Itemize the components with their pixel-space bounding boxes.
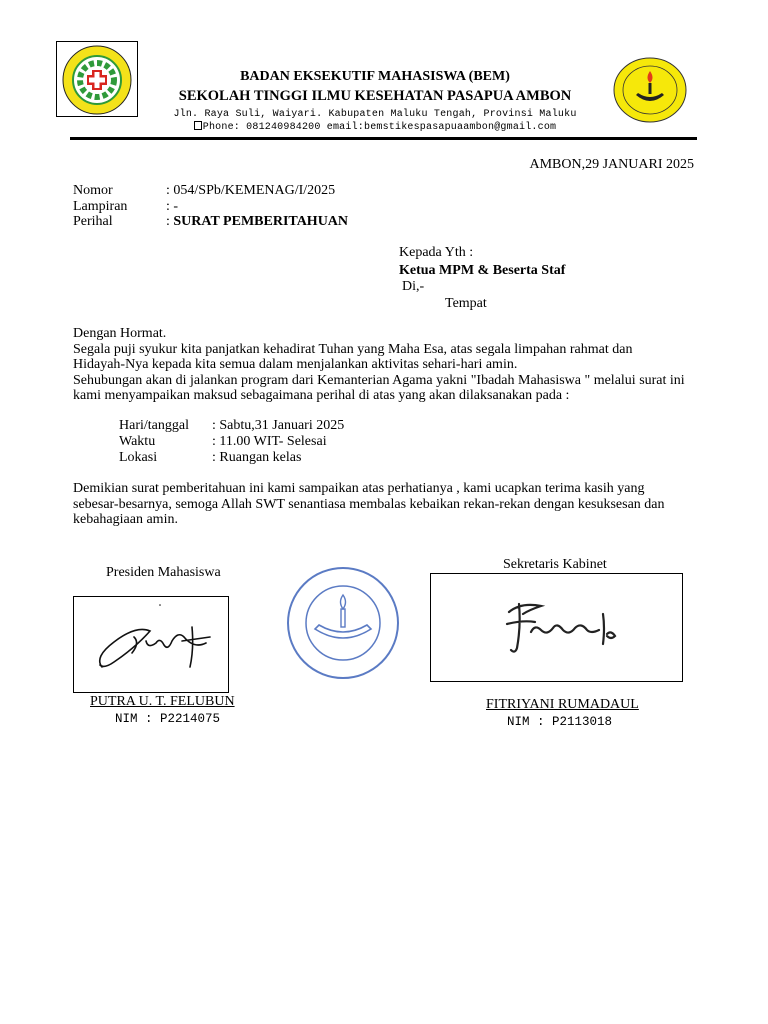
nomor-value: : 054/SPb/KEMENAG/I/2025 — [166, 183, 336, 198]
salutation: Dengan Hormat. — [73, 326, 167, 341]
right-signer-name-text: FITRIYANI RUMADAUL — [486, 697, 639, 712]
lampiran-value: : - — [166, 199, 179, 214]
left-signature-image-icon — [74, 597, 228, 692]
schedule-value-time: : 11.00 WIT- Selesai — [212, 434, 327, 449]
body-paragraph-1: Segala puji syukur kita panjatkan kehadirat Tuhan yang Maha Esa, atas segala limpahan rahmat dan Hidayah-Nya kepada kita semua dalam menjalankan aktivitas sehari-hari amin. — [73, 341, 633, 372]
official-stamp — [285, 565, 401, 686]
recipient-tempat: Tempat — [445, 296, 487, 311]
org-contact — [150, 121, 600, 134]
org-address-block — [150, 109, 600, 134]
perihal-field — [166, 214, 348, 230]
right-signature-image-icon — [431, 574, 682, 681]
perihal-value: SURAT PEMBERITAHUAN — [173, 214, 349, 229]
schedule-value-location: : Ruangan kelas — [212, 450, 302, 465]
closing-paragraph: Demikian surat pemberitahuan ini kami sampaikan atas perhatianya , kami ucapkan terima kasih yang sebesar-besarnya, semoga Allah SWT senantiasa membalas kebaikan rekan-rekan dengan kesuksesan dan kebahagiaan amin. — [73, 481, 665, 527]
left-signature-box — [73, 596, 229, 693]
nomor-label: Nomor — [73, 183, 113, 198]
recipient-kepada: Kepada Yth : — [399, 245, 474, 260]
right-signer-title: Sekretaris Kabinet — [503, 557, 607, 572]
left-signer-name: PUTRA U. T. FELUBUN — [90, 694, 235, 709]
right-signature-box — [430, 573, 683, 682]
recipient-name: Ketua MPM & Beserta Staf — [399, 263, 566, 278]
body-paragraph-2: Sehubungan akan di jalankan program dari Kemanterian Agama yakni "Ibadah Mahasiswa " melalui surat ini kami menyampaikan maksud sebagaimana perihal di atas yang akan dilaksanakan pada : — [73, 372, 685, 403]
schedule-label-date: Hari/tanggal — [119, 418, 189, 433]
letter-date: AMBON,29 JANUARI 2025 — [529, 157, 694, 172]
bem-logo-icon — [612, 57, 688, 123]
left-signer-nim-text: NIM : P2214075 — [115, 712, 221, 726]
institution-logo-icon — [57, 42, 137, 116]
right-signer-name — [480, 697, 639, 713]
right-signer-nim-text: NIM : P2113018 — [507, 715, 613, 729]
phone-icon — [194, 121, 202, 130]
left-signer-nim — [115, 711, 220, 726]
org-name-line2: SEKOLAH TINGGI ILMU KESEHATAN PASAPUA AMBON — [178, 88, 572, 104]
schedule-label-time: Waktu — [119, 434, 156, 449]
org-contact-text: Phone: 081240984200 email:bemstikespasapuaambon@gmail.com — [202, 122, 557, 133]
perihal-colon: : — [166, 214, 174, 229]
org-address: Jln. Raya Suli, Waiyari. Kabupaten Maluku Tengah, Provinsi Maluku — [173, 109, 577, 120]
schedule-label-location: Lokasi — [119, 450, 158, 465]
recipient-di: Di,- — [402, 279, 425, 294]
schedule-value-date: : Sabtu,31 Januari 2025 — [212, 418, 345, 433]
left-logo-frame — [56, 41, 138, 117]
left-signer-title: Presiden Mahasiswa — [106, 565, 221, 580]
header-divider — [70, 137, 697, 140]
right-signer-nim — [507, 714, 612, 729]
right-logo — [612, 57, 688, 128]
perihal-label: Perihal — [73, 214, 113, 229]
org-name-line1: BADAN EKSEKUTIF MAHASISWA (BEM) — [240, 69, 510, 84]
lampiran-label: Lampiran — [73, 199, 128, 214]
stamp-seal-icon — [285, 565, 401, 681]
letter-body — [73, 326, 713, 404]
